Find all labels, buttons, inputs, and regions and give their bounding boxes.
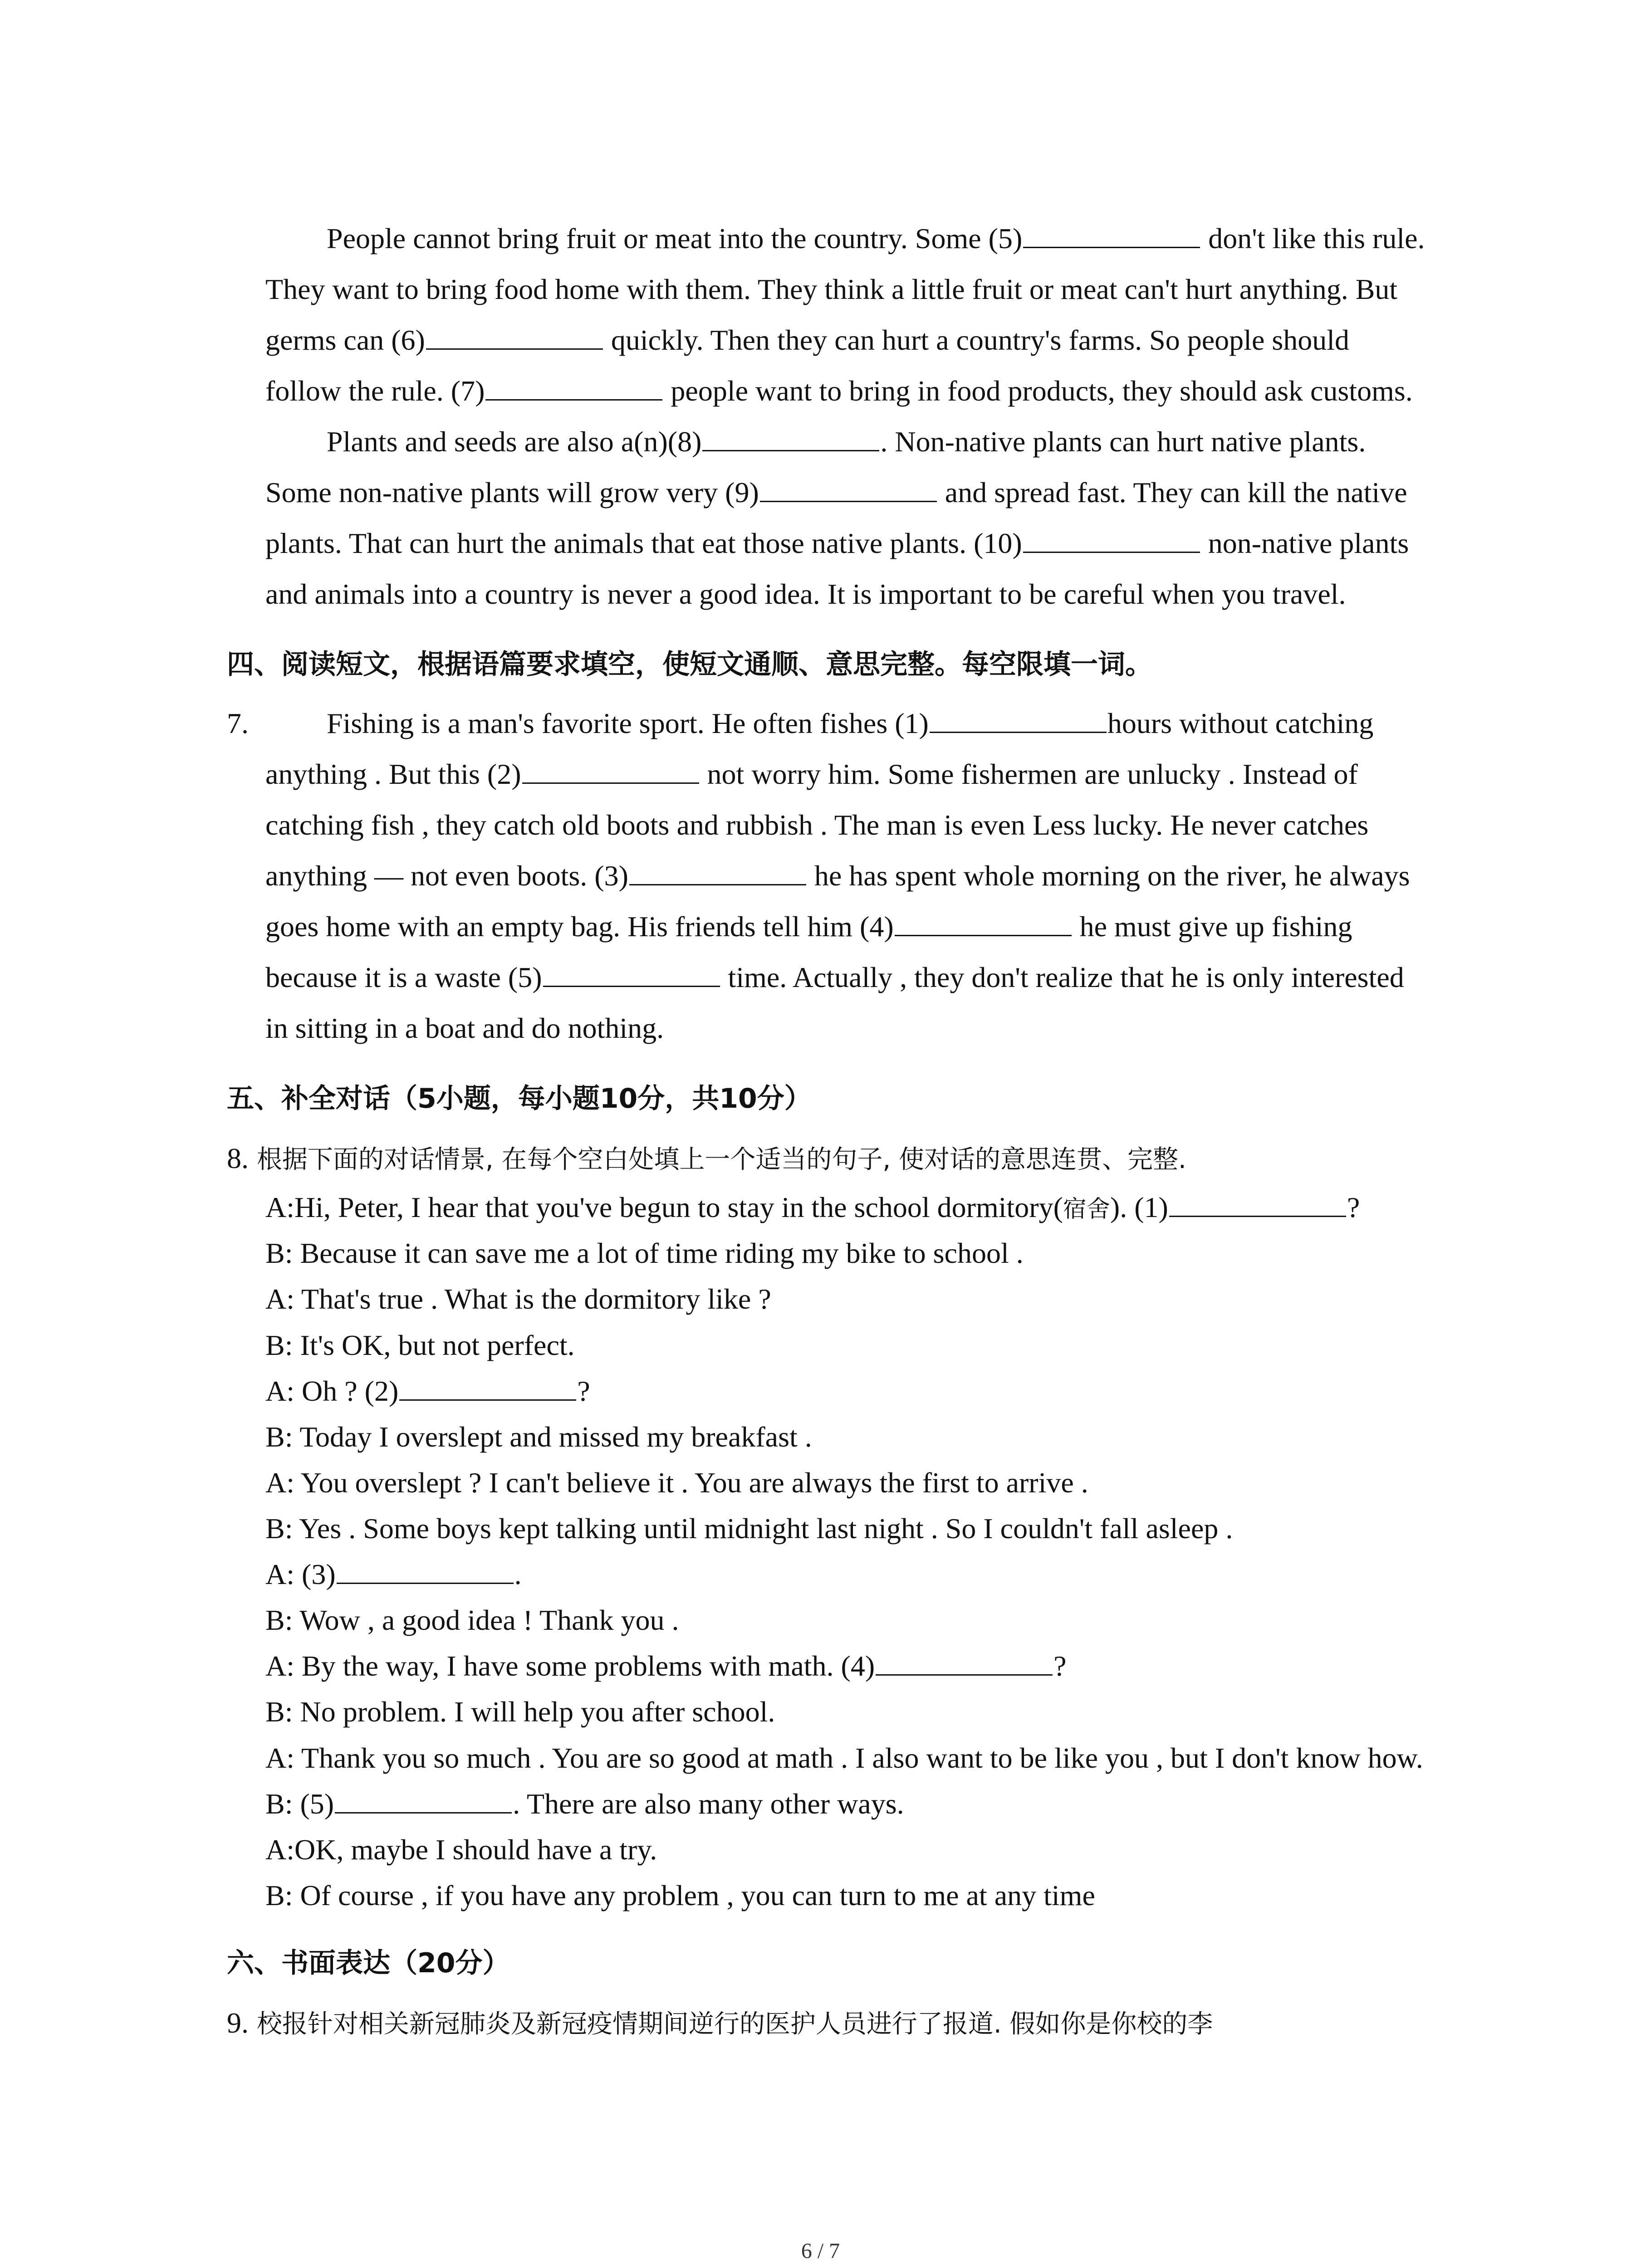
text-segment: 校报针对相关新冠肺炎及新冠疫情期间逆行的医护人员进行了报道. 假如你是你校的李 [256, 2009, 1213, 2039]
dialogue-line: B: Wow , a good idea ! Thank you . [265, 1604, 679, 1637]
dialogue-blank-3[interactable] [337, 1554, 514, 1584]
page-content [227, 213, 1431, 2049]
text-segment: . Non-native plants can hurt native plants. Some non-native plants will grow very (9) [265, 425, 1366, 508]
dialogue-line: A: You overslept ? I can't believe it . You are always the first to arrive . [265, 1466, 1088, 1499]
answer-blank-1[interactable] [930, 703, 1107, 733]
dialogue-line: B: It's OK, but not perfect. [265, 1329, 575, 1361]
text-segment: A:Hi, Peter, I hear that you've begun to stay in the school dormitory( [265, 1191, 1063, 1224]
answer-blank-2[interactable] [522, 753, 699, 784]
passage-paragraph-1 [265, 213, 1431, 416]
text-segment: time. Actually , they don't realize that he is only interested in sitting in a boat and do nothing. [265, 961, 1404, 1044]
question-number: 9. [227, 2006, 249, 2039]
text-segment: Fishing is a man's favorite sport. He often fishes (1) [327, 707, 929, 739]
text-segment: . [514, 1558, 522, 1591]
dialogue [265, 1184, 1431, 1918]
text-segment: he must give up fishing because it is a waste (5) [265, 910, 1352, 993]
answer-blank-5b[interactable] [543, 957, 720, 987]
text-segment: 宿舍 [1063, 1196, 1110, 1223]
answer-blank-4[interactable] [895, 906, 1072, 936]
question-7 [227, 698, 1431, 1054]
section-heading-6: 六、书面表达（20分） [227, 1947, 510, 1979]
dialogue-line: B: Today I overslept and missed my breakfast . [265, 1420, 812, 1453]
dialogue-line [265, 1368, 1431, 1414]
text-segment: ? [577, 1374, 590, 1407]
text-segment: B: (5) [265, 1787, 334, 1820]
dialogue-line: B: Because it can save me a lot of time riding my bike to school . [265, 1237, 1024, 1270]
question-text [265, 698, 1431, 1054]
text-segment: quickly. Then they can hurt a country's farms. So people should follow the rule. (7) [265, 324, 1350, 407]
text-segment: People cannot bring fruit or meat into the country. Some (5) [327, 222, 1023, 254]
answer-blank-8[interactable] [702, 421, 879, 451]
question-8 [227, 1132, 1431, 1918]
passage-paragraph-2 [265, 416, 1431, 620]
answer-blank-6[interactable] [426, 319, 603, 350]
text-segment: A: (3) [265, 1558, 336, 1591]
answer-blank-5[interactable] [1023, 218, 1200, 248]
question-text [227, 1997, 1431, 2049]
instruction-text: 根据下面的对话情景, 在每个空白处填上一个适当的句子, 使对话的意思连贯、完整. [256, 1145, 1186, 1174]
dialogue-line [265, 1781, 1431, 1827]
question-number: 7. [227, 707, 249, 739]
dialogue-blank-5[interactable] [335, 1783, 512, 1813]
text-segment: ? [1347, 1191, 1360, 1224]
text-segment: A: By the way, I have some problems with math. (4) [265, 1650, 875, 1682]
page-number: 6 / 7 [801, 2239, 840, 2263]
question-number: 8. [227, 1142, 249, 1174]
text-segment: don't like this rule. They want to bring food home with them. They think a little fruit or meat can't hurt anything. But germs can (6) [265, 222, 1425, 356]
question-9 [227, 1997, 1431, 2049]
dialogue-line: B: Of course , if you have any problem , you can turn to me at any time [265, 1879, 1095, 1911]
dialogue-blank-1[interactable] [1169, 1187, 1346, 1217]
dialogue-line: B: No problem. I will help you after school. [265, 1696, 775, 1728]
dialogue-blank-4[interactable] [876, 1645, 1053, 1676]
dialogue-blank-2[interactable] [399, 1370, 576, 1401]
answer-blank-7[interactable] [485, 370, 662, 401]
dialogue-line [265, 1643, 1431, 1689]
text-segment: not worry him. Some fishermen are unlucky . Instead of catching fish , they catch old boots and rubbish . The man is even Less lucky. He never catches anything — not even boots. (3) [265, 758, 1369, 892]
text-segment: ). (1) [1110, 1191, 1168, 1224]
dialogue-line: A: That's true . What is the dormitory like ? [265, 1283, 771, 1315]
text-segment: he has spent whole morning on the river, he always goes home with an empty bag. His friends tell him (4) [265, 860, 1410, 943]
section-heading-4: 四、阅读短文，根据语篇要求填空，使短文通顺、意思完整。每空限填一词。 [227, 649, 1152, 680]
answer-blank-3[interactable] [629, 855, 806, 885]
text-segment: Plants and seeds are also a(n)(8) [327, 425, 702, 458]
dialogue-line: A:OK, maybe I should have a try. [265, 1833, 657, 1866]
dialogue-line [265, 1184, 1431, 1230]
text-segment: . There are also many other ways. [513, 1787, 904, 1820]
answer-blank-9[interactable] [760, 472, 937, 502]
question-instruction [227, 1132, 1431, 1184]
section-heading-5: 五、补全对话（5小题，每小题10分，共10分） [227, 1083, 812, 1114]
dialogue-line [265, 1551, 1431, 1597]
text-segment: people want to bring in food products, they should ask customs. [663, 375, 1413, 407]
text-segment: non-native plants and animals into a country is never a good idea. It is important to be careful when you travel. [265, 527, 1409, 610]
text-segment: and spread fast. They can kill the native plants. That can hurt the animals that eat those native plants. (10) [265, 476, 1407, 559]
text-segment: ? [1053, 1650, 1067, 1682]
text-segment: A: Oh ? (2) [265, 1374, 399, 1407]
answer-blank-10[interactable] [1023, 523, 1200, 553]
dialogue-line: B: Yes . Some boys kept talking until midnight last night . So I couldn't fall asleep . [265, 1512, 1233, 1545]
text-segment: hours without catching anything . But this (2) [265, 707, 1374, 790]
dialogue-line: A: Thank you so much . You are so good at math . I also want to be like you , but I don't know how. [265, 1741, 1423, 1774]
